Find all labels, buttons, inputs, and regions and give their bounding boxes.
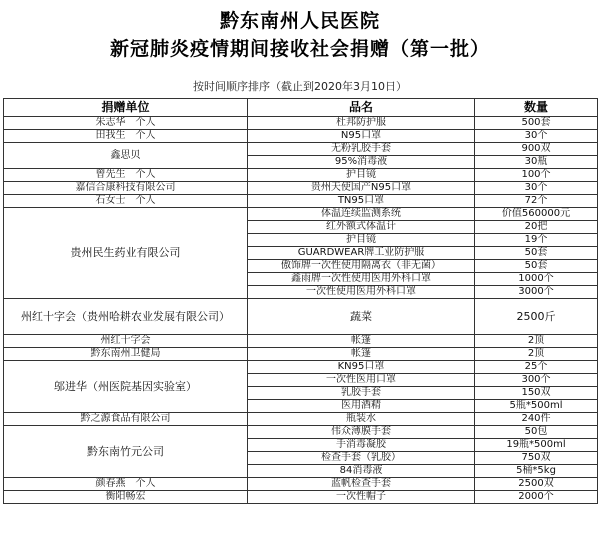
- quantity-cell: 3000个: [475, 286, 598, 299]
- quantity-cell: 50套: [475, 247, 598, 260]
- donor-cell: 石女士 个人: [4, 195, 248, 208]
- donor-cell: 州红十字会: [4, 335, 248, 348]
- item-cell: 一次性帽子: [248, 491, 475, 504]
- item-cell: 84消毒液: [248, 465, 475, 478]
- item-cell: N95口罩: [248, 130, 475, 143]
- table-row: [4, 299, 598, 335]
- quantity-cell: 750双: [475, 452, 598, 465]
- quantity-cell: 300个: [475, 374, 598, 387]
- item-cell: 体温连续监测系统: [248, 208, 475, 221]
- table-row: [4, 130, 598, 143]
- quantity-cell: 2000个: [475, 491, 598, 504]
- quantity-cell: 150双: [475, 387, 598, 400]
- quantity-cell: 2顶: [475, 348, 598, 361]
- quantity-cell: 100个: [475, 169, 598, 182]
- donor-cell: 田我生 个人: [4, 130, 248, 143]
- item-cell: 鑫雨牌一次性使用医用外科口罩: [248, 273, 475, 286]
- donor-cell: 贵州民生药业有限公司: [4, 208, 248, 299]
- item-cell: 无粉乳胶手套: [248, 143, 475, 156]
- quantity-cell: 30个: [475, 182, 598, 195]
- item-cell: 蓝帆检查手套: [248, 478, 475, 491]
- item-cell: 贵州天使国产N95口罩: [248, 182, 475, 195]
- donor-cell: 黔东南竹元公司: [4, 426, 248, 478]
- item-cell: 一次性使用医用外科口罩: [248, 286, 475, 299]
- donor-cell: 州红十字会（贵州哈耕农业发展有限公司）: [4, 299, 248, 335]
- item-cell: 医用酒精: [248, 400, 475, 413]
- item-cell: 杜邦防护服: [248, 117, 475, 130]
- donor-cell: 衡阳畅宏: [4, 491, 248, 504]
- header-item: 品名: [248, 99, 475, 117]
- table-row: [4, 491, 598, 504]
- donor-cell: 黔之源食品有限公司: [4, 413, 248, 426]
- item-cell: 一次性医用口罩: [248, 374, 475, 387]
- quantity-cell: 5瓶*500ml: [475, 400, 598, 413]
- quantity-cell: 1000个: [475, 273, 598, 286]
- table-row: [4, 335, 598, 348]
- document-title: 新冠肺炎疫情期间接收社会捐赠（第一批）: [109, 38, 490, 60]
- table-row: [4, 426, 598, 439]
- quantity-cell: 500套: [475, 117, 598, 130]
- quantity-cell: 240件: [475, 413, 598, 426]
- item-cell: TN95口罩: [248, 195, 475, 208]
- sort-note: 按时间顺序排序（截止到2020年3月10日）: [193, 80, 407, 93]
- quantity-cell: 50套: [475, 260, 598, 273]
- table-row: [4, 117, 598, 130]
- donor-cell: 颜春燕 个人: [4, 478, 248, 491]
- header-quantity: 数量: [475, 99, 598, 117]
- quantity-cell: 20把: [475, 221, 598, 234]
- item-cell: GUARDWEAR牌工业防护服: [248, 247, 475, 260]
- table-row: [4, 361, 598, 374]
- item-cell: 傲饰牌一次性使用隔离衣（非无菌）: [248, 260, 475, 273]
- donor-cell: 黔东南州卫健局: [4, 348, 248, 361]
- donor-cell: 曾先生 个人: [4, 169, 248, 182]
- table-row: [4, 143, 598, 156]
- quantity-cell: 2500双: [475, 478, 598, 491]
- quantity-cell: 72个: [475, 195, 598, 208]
- item-cell: KN95口罩: [248, 361, 475, 374]
- table-row: [4, 413, 598, 426]
- item-cell: 护目镜: [248, 169, 475, 182]
- quantity-cell: 30个: [475, 130, 598, 143]
- quantity-cell: 19瓶*500ml: [475, 439, 598, 452]
- quantity-cell: 25个: [475, 361, 598, 374]
- donor-cell: 朱志华 个人: [4, 117, 248, 130]
- donation-table: [3, 98, 598, 504]
- item-cell: 护目镜: [248, 234, 475, 247]
- table-header-row: [4, 99, 598, 117]
- header-donor: 捐赠单位: [4, 99, 248, 117]
- quantity-cell: 2500斤: [475, 299, 598, 335]
- item-cell: 检查手套（乳胶）: [248, 452, 475, 465]
- quantity-cell: 5桶*5kg: [475, 465, 598, 478]
- item-cell: 红外额式体温计: [248, 221, 475, 234]
- table-row: [4, 182, 598, 195]
- quantity-cell: 价值560000元: [475, 208, 598, 221]
- quantity-cell: 50包: [475, 426, 598, 439]
- quantity-cell: 19个: [475, 234, 598, 247]
- item-cell: 帐篷: [248, 348, 475, 361]
- quantity-cell: 900双: [475, 143, 598, 156]
- item-cell: 95%消毒液: [248, 156, 475, 169]
- item-cell: 瓶装水: [248, 413, 475, 426]
- item-cell: 蔬菜: [248, 299, 475, 335]
- donor-cell: 嘉信合康科技有限公司: [4, 182, 248, 195]
- table-row: [4, 478, 598, 491]
- table-row: [4, 208, 598, 221]
- item-cell: 乳胶手套: [248, 387, 475, 400]
- item-cell: 帐篷: [248, 335, 475, 348]
- quantity-cell: 2顶: [475, 335, 598, 348]
- item-cell: 伟众薄膜手套: [248, 426, 475, 439]
- table-row: [4, 348, 598, 361]
- donor-cell: 鑫思贝: [4, 143, 248, 169]
- hospital-title: 黔东南州人民医院: [219, 10, 380, 32]
- donor-cell: 邬进华（州医院基因实验室）: [4, 361, 248, 413]
- quantity-cell: 30瓶: [475, 156, 598, 169]
- item-cell: 手消毒凝胶: [248, 439, 475, 452]
- table-row: [4, 195, 598, 208]
- table-row: [4, 169, 598, 182]
